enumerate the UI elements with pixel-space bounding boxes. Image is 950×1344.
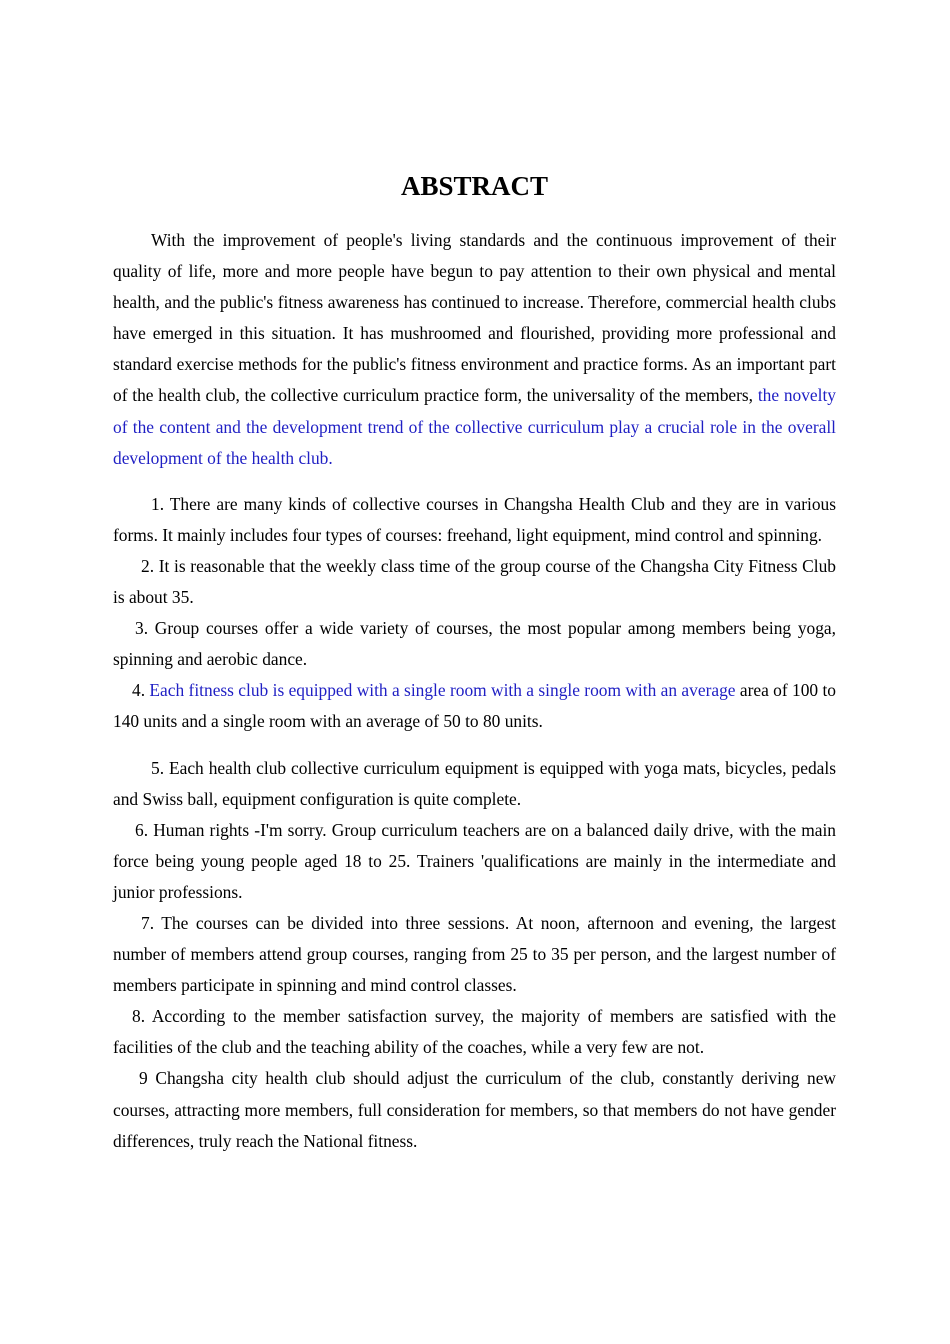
abstract-title: ABSTRACT xyxy=(400,171,549,201)
finding-1: 1. There are many kinds of collective courses in Changsha Health Club and they are in various forms. It mainly includes four types of courses: freehand, light equipment, mind control and spinning. xyxy=(113,493,836,545)
finding-3: 3. Group courses offer a wide variety of courses, the most popular among members being yoga, spinning and aerobic dance. xyxy=(113,618,836,670)
finding-2: 2. It is reasonable that the weekly class time of the group course of the Changsha City Fitness Club is about 35. xyxy=(113,555,836,608)
intro-text: With the improvement of people's living standards and the continuous improvement of their quality of life, more and more people have begun to pay attention to their own physical and mental health, and the public's fitness awareness has continued to increase. Therefore, commercial health clubs have emerged in this situation. It has mushroomed and flourished, providing more professional and standard exercise methods for the public's fitness environment and practice forms. As an important part of the health club, the collective curriculum practice form, the universality of the members, xyxy=(113,230,836,406)
abstract-body xyxy=(113,225,836,1157)
finding-8: 8. According to the member satisfaction survey, the majority of members are satisfied with the facilities of the club and the teaching ability of the coaches, while a very few are not. xyxy=(113,1006,836,1058)
finding-6: 6. Human rights -I'm sorry. Group curriculum teachers are on a balanced daily drive, with the main force being young people aged 18 to 25. Trainers 'qualifications are mainly in the intermediate and junior professions. xyxy=(113,819,836,902)
finding-7: 7. The courses can be divided into three sessions. At noon, afternoon and evening, the largest number of members attend group courses, ranging from 25 to 35 per person, and the largest number of members participate in spinning and mind control classes. xyxy=(113,912,836,996)
finding-4-highlighted-text: Each fitness club is equipped with a single room with a single room with an average xyxy=(149,680,736,701)
finding-9: 9 Changsha city health club should adjust the curriculum of the club, constantly deriving new courses, attracting more members, full consideration for members, so that members do not have gender differences, truly reach the National fitness. xyxy=(113,1068,836,1151)
intro-highlighted-text: the novelty of the content and the development trend of the collective curriculum play a crucial role in the overall development of the health club. xyxy=(113,385,836,468)
finding-4 xyxy=(113,675,836,737)
finding-4-suffix: area of 100 to 140 units and a single room with an average of 50 to 80 units. xyxy=(113,680,837,732)
finding-5: 5. Each health club collective curriculum equipment is equipped with yoga mats, bicycles, pedals and Swiss ball, equipment configuration is quite complete. xyxy=(113,757,836,809)
intro-paragraph xyxy=(113,225,836,474)
finding-4-prefix: 4. xyxy=(132,680,150,701)
